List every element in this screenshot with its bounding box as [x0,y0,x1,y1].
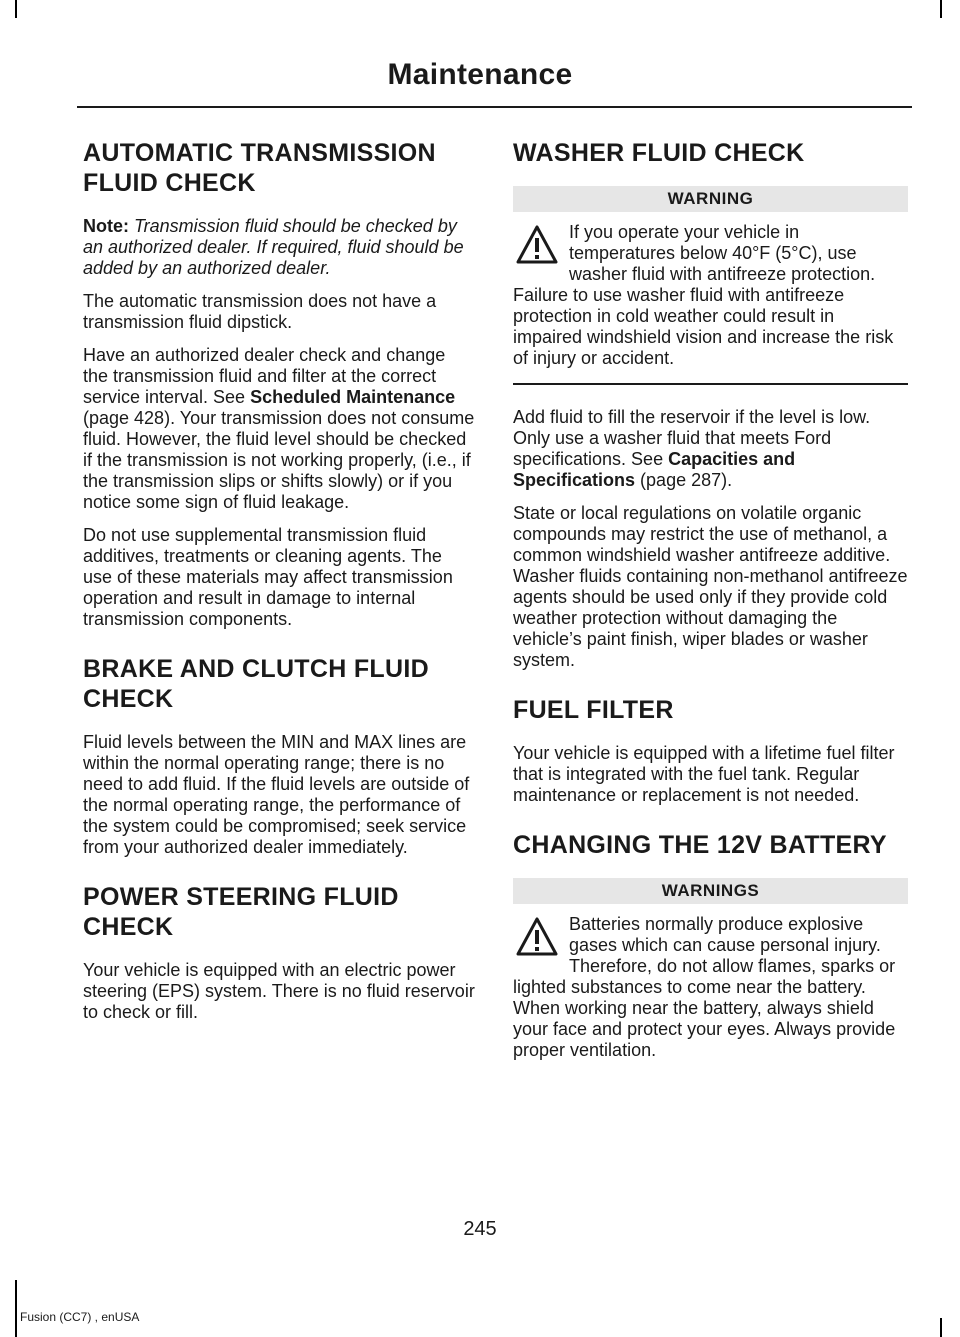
section-heading: CHANGING THE 12V BATTERY [513,831,887,859]
paragraph: Fluid levels between the MIN and MAX lines are within the normal operating range; there is no need to add fluid. If the fluid levels are outside of the normal operating range, the performance of the system could be compromised; seek service from your authorized dealer immediately. [83,732,470,857]
section-heading: POWER STEERING FLUID CHECK [83,883,399,941]
section-heading: WASHER FLUID CHECK [513,139,805,167]
right-column [513,138,908,1097]
header-rule [77,106,912,108]
section-washer [513,138,908,671]
note-label: Note: [83,216,129,236]
warning-title: WARNING [513,186,908,212]
paragraph: The automatic transmission does not have a transmission fluid dipstick. [83,291,437,332]
crop-mark [15,0,17,18]
section-brake [83,654,475,858]
section-fuel-filter [513,695,908,806]
section-heading: AUTOMATIC TRANSMISSION FLUID CHECK [83,139,436,197]
paragraph: Do not use supplemental transmission fluid additives, treatments or cleaning agents. The use of these materials may affect transmission operation and result in damage to internal transmission components. [83,525,453,629]
warning-box [513,222,908,385]
crop-mark [940,1318,942,1337]
warning-triangle-icon [515,224,559,266]
warning-box [513,914,908,1075]
left-column [83,138,475,1035]
warning-triangle-icon [515,916,559,958]
paragraph: Add fluid to fill the reservoir if the level is low. Only use a washer fluid that meets Ford specifications. See Capacities and Specifications (page 287). [513,407,871,490]
section-steering [83,882,475,1023]
paragraph: Your vehicle is equipped with an electric power steering (EPS) system. There is no fluid reservoir to check or fill. [83,960,475,1022]
footer-text: Fusion (CC7) , enUSA [20,1310,140,1324]
page-header-title: Maintenance [387,58,573,91]
crop-mark [940,0,942,18]
warning-title: WARNINGS [513,878,908,904]
section-heading: BRAKE AND CLUTCH FLUID CHECK [83,655,429,713]
section-atf [83,138,475,630]
cross-reference-link[interactable]: Scheduled Maintenance [250,387,456,407]
page-number: 245 [463,1218,497,1240]
paragraph: Have an authorized dealer check and change the transmission fluid and filter at the correct service interval. See Scheduled Maintenance (page 428). Your transmission does not consume fluid. However, the fluid level should be checked if the transmission is not working properly, (i.e., if the transmission slips or shifts slowly) or if you notice some sign of fluid leakage. [83,345,475,512]
note-paragraph [83,216,475,279]
warning-text: If you operate your vehicle in temperatures below 40°F (5°C), use washer fluid with antifreeze protection. Failure to use washer fluid with antifreeze protection in cold weather could result in impaired windshield vision and increase the risk of injury or accident. [513,222,894,368]
section-battery [513,830,908,1075]
crop-mark [15,1280,17,1337]
warning-text: Batteries normally produce explosive gases which can cause personal injury. Therefore, do not allow flames, sparks or lighted substances to come near the battery. When working near the battery, always shield your face and protect your eyes. Always provide proper ventilation. [513,914,896,1060]
paragraph: State or local regulations on volatile organic compounds may restrict the use of methanol, a common windshield washer antifreeze additive. Washer fluids containing non-methanol antifreeze agents should be used only if they provide cold weather protection without damaging the vehicle’s paint finish, wiper blades or washer system. [513,503,908,670]
cross-reference-link[interactable]: Capacities and Specifications [513,449,796,490]
paragraph: Your vehicle is equipped with a lifetime fuel filter that is integrated with the fuel tank. Regular maintenance or replacement is not needed. [513,743,895,805]
note-text: Transmission fluid should be checked by an authorized dealer. If required, fluid should be added by an authorized dealer. [83,216,464,278]
section-heading: FUEL FILTER [513,696,674,724]
